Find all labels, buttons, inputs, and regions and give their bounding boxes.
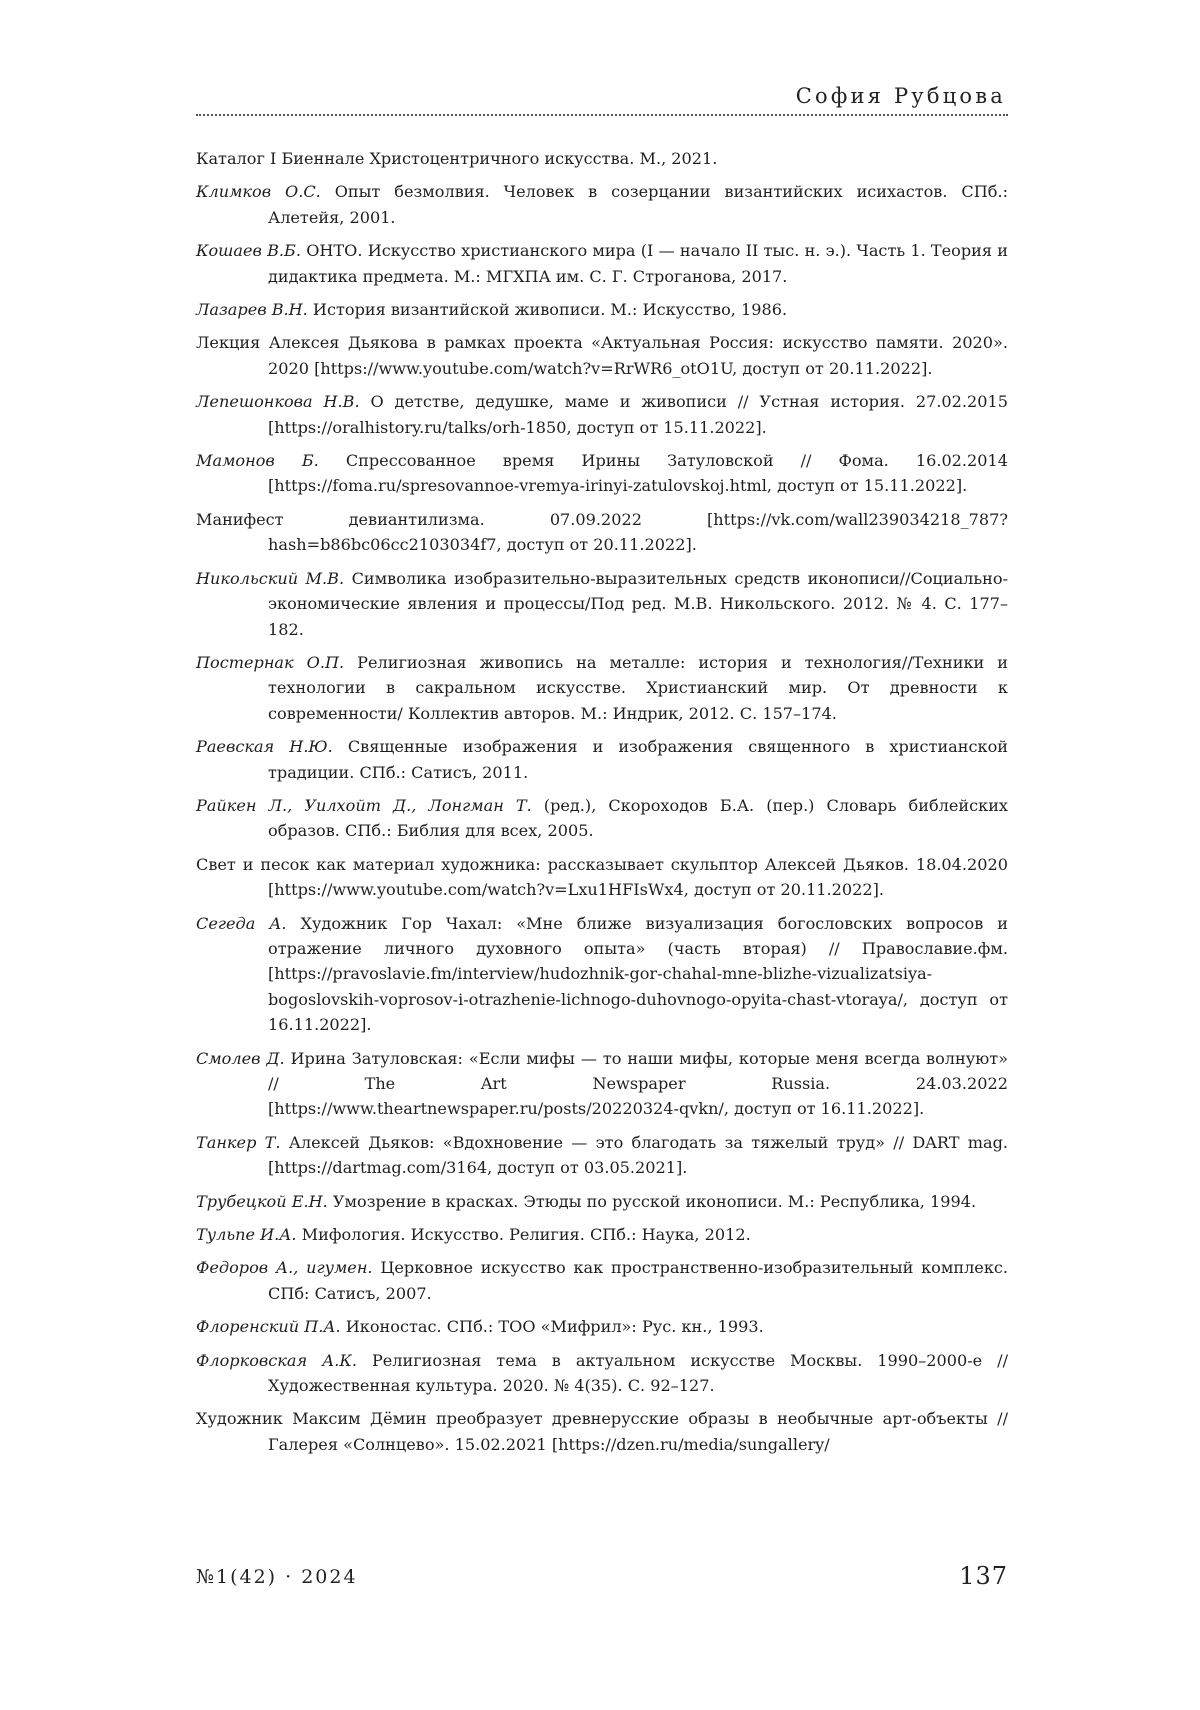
reference-entry — [196, 1189, 1008, 1214]
reference-entry — [196, 793, 1008, 844]
reference-author: Райкен Л., Уилхойт Д., Лонгман Т. — [196, 795, 532, 815]
reference-text: Мифология. Искусство. Религия. СПб.: Наука, 2012. — [296, 1225, 751, 1245]
reference-text: (ред.), Скороходов Б.А. (пер.) Словарь библейских образов. СПб.: Библия для всех, 2005. — [268, 795, 1008, 841]
reference-entry — [196, 1255, 1008, 1306]
reference-author: Никольский М.В. — [196, 568, 345, 588]
reference-text: Каталог I Биеннале Христоцентричного искусства. М., 2021. — [196, 149, 718, 168]
reference-text: ОНТО. Искусство христианского мира (I — начало II тыс. н. э.). Часть 1. Теория и дидактика предмета. М.: МГХПА им. С. Г. Строганова, 2017. — [268, 241, 1008, 286]
reference-entry — [196, 1046, 1008, 1122]
reference-entry — [196, 911, 1008, 1038]
reference-text: О детстве, дедушке, маме и живописи // Устная история. 27.02.2015 [https://oralhistory.ru/talks/orh-1850, доступ от 15.11.2022]. — [268, 392, 1008, 437]
reference-entry — [196, 1222, 1008, 1247]
reference-text: Религиозная тема в актуальном искусстве Москвы. 1990–2000-е // Художественная культура. 2020. № 4(35). С. 92–127. — [268, 1350, 1008, 1396]
page-number: 137 — [959, 1562, 1008, 1590]
reference-text: Умозрение в красках. Этюды по русской иконописи. М.: Республика, 1994. — [327, 1191, 977, 1211]
reference-author: Кошаев В.Б. — [196, 241, 301, 261]
page-footer — [196, 1562, 1008, 1602]
reference-entry — [196, 852, 1008, 903]
reference-entry — [196, 1406, 1008, 1457]
reference-author: Флорковская А.К. — [196, 1350, 357, 1370]
reference-text: Художник Максим Дёмин преобразует древнерусские образы в необычные арт-объекты // Галерея «Солнцево». 15.02.2021 [https://dzen.ru/media/sungallery/ — [196, 1409, 1008, 1454]
reference-entry — [196, 330, 1008, 381]
reference-entry — [196, 297, 1008, 322]
reference-author: Лазарев В.Н. — [196, 300, 308, 320]
reference-text: Опыт безмолвия. Человек в созерцании византийских исихастов. СПб.: Алетейя, 2001. — [268, 182, 1008, 227]
reference-text: Религиозная живопись на металле: история и технология//Техники и технологии в сакральном искусстве. Христианский мир. От древности к современности/ Коллектив авторов. М.: Индрик, 2012. С. 157–174. — [268, 652, 1008, 723]
reference-entry — [196, 1314, 1008, 1339]
running-head-author: София Рубцова — [795, 84, 1006, 108]
reference-entry — [196, 507, 1008, 558]
reference-author: Трубецкой Е.Н. — [196, 1191, 328, 1211]
reference-author: Мамонов Б. — [196, 451, 319, 471]
reference-author: Тульпе И.А. — [196, 1225, 297, 1245]
reference-entry — [196, 734, 1008, 785]
reference-entry — [196, 448, 1008, 499]
reference-text: Ирина Затуловская: «Если мифы — то наши мифы, которые меня всегда волнуют» // The Art Newspaper Russia. 24.03.2022 [https://www.theartnewspaper.ru/posts/20220324-qvkn/, доступ от 16.11.2022]. — [268, 1048, 1008, 1119]
reference-author: Раевская Н.Ю. — [196, 737, 333, 757]
reference-author: Климков О.С. — [196, 182, 321, 202]
reference-text: Манифест девиантилизма. 07.09.2022 [https://vk.com/wall239034218_787?hash=b86bc06cc2103034f7, доступ от 20.11.2022]. — [196, 509, 1008, 555]
reference-entry — [196, 179, 1008, 230]
reference-entry — [196, 1348, 1008, 1399]
reference-text: Художник Гор Чахал: «Мне ближе визуализация богословских вопросов и отражение личного духовного опыта» (часть вторая) // Православие.фм. [https://pravoslavie.fm/interview/hudozhnik-gor-chahal-mne-blizhe-vizualizatsiya-bogoslovskih-voprosov-i-otrazhenie-lichnogo-duhovnogo-opyita-chast-vtoraya/, доступ от 16.11.2022]. — [268, 913, 1008, 1035]
reference-text: Лекция Алексея Дьякова в рамках проекта «Актуальная Россия: искусство памяти. 2020». 2020 [https://www.youtube.com/watch?v=RrWR6_otO1U, доступ от 20.11.2022]. — [196, 333, 1008, 378]
reference-entry — [196, 389, 1008, 440]
reference-entry — [196, 566, 1008, 642]
reference-text: Свет и песок как материал художника: рассказывает скульптор Алексей Дьяков. 18.04.2020 [https://www.youtube.com/watch?v=Lxu1HFIsWx4, доступ от 20.11.2022]. — [196, 854, 1008, 900]
reference-text: Церковное искусство как пространственно-изобразительный комплекс. СПб: Сатисъ, 2007. — [268, 1258, 1009, 1303]
reference-author: Смолев Д. — [196, 1048, 285, 1068]
reference-author: Лепешонкова Н.В. — [196, 392, 360, 412]
page-header — [196, 80, 1008, 116]
issue-number: №1(42) · 2024 — [196, 1566, 358, 1588]
reference-text: Спрессованное время Ирины Затуловской // Фома. 16.02.2014 [https://foma.ru/spresovannoe-vremya-irinyi-zatulovskoj.html, доступ от 15.11.2022]. — [268, 451, 1008, 496]
reference-text: История византийской живописи. М.: Искусство, 1986. — [307, 300, 788, 320]
reference-author: Федоров А., игумен. — [196, 1258, 373, 1278]
reference-entry — [196, 146, 1008, 171]
reference-entry — [196, 1130, 1008, 1181]
reference-text: Алексей Дьяков: «Вдохновение — это благодать за тяжелый труд» // DART mag. [https://dartmag.com/3164, доступ от 03.05.2021]. — [268, 1132, 1008, 1178]
reference-author: Флоренский П.А. — [196, 1317, 341, 1337]
reference-entry — [196, 650, 1008, 726]
reference-text: Иконостас. СПб.: ТОО «Мифрил»: Рус. кн., 1993. — [340, 1317, 764, 1337]
reference-text: Символика изобразительно-выразительных средств иконописи//Социально-экономические явления и процессы/Под ред. М.В. Никольского. 2012. № 4. С. 177–182. — [268, 568, 1009, 639]
reference-author: Сегеда А. — [196, 913, 287, 933]
reference-author: Постернак О.П. — [196, 652, 345, 672]
reference-list — [196, 146, 1008, 1465]
reference-text: Священные изображения и изображения священного в христианской традиции. СПб.: Сатисъ, 2011. — [268, 737, 1008, 782]
reference-entry — [196, 238, 1008, 289]
reference-author: Танкер Т. — [196, 1132, 281, 1152]
